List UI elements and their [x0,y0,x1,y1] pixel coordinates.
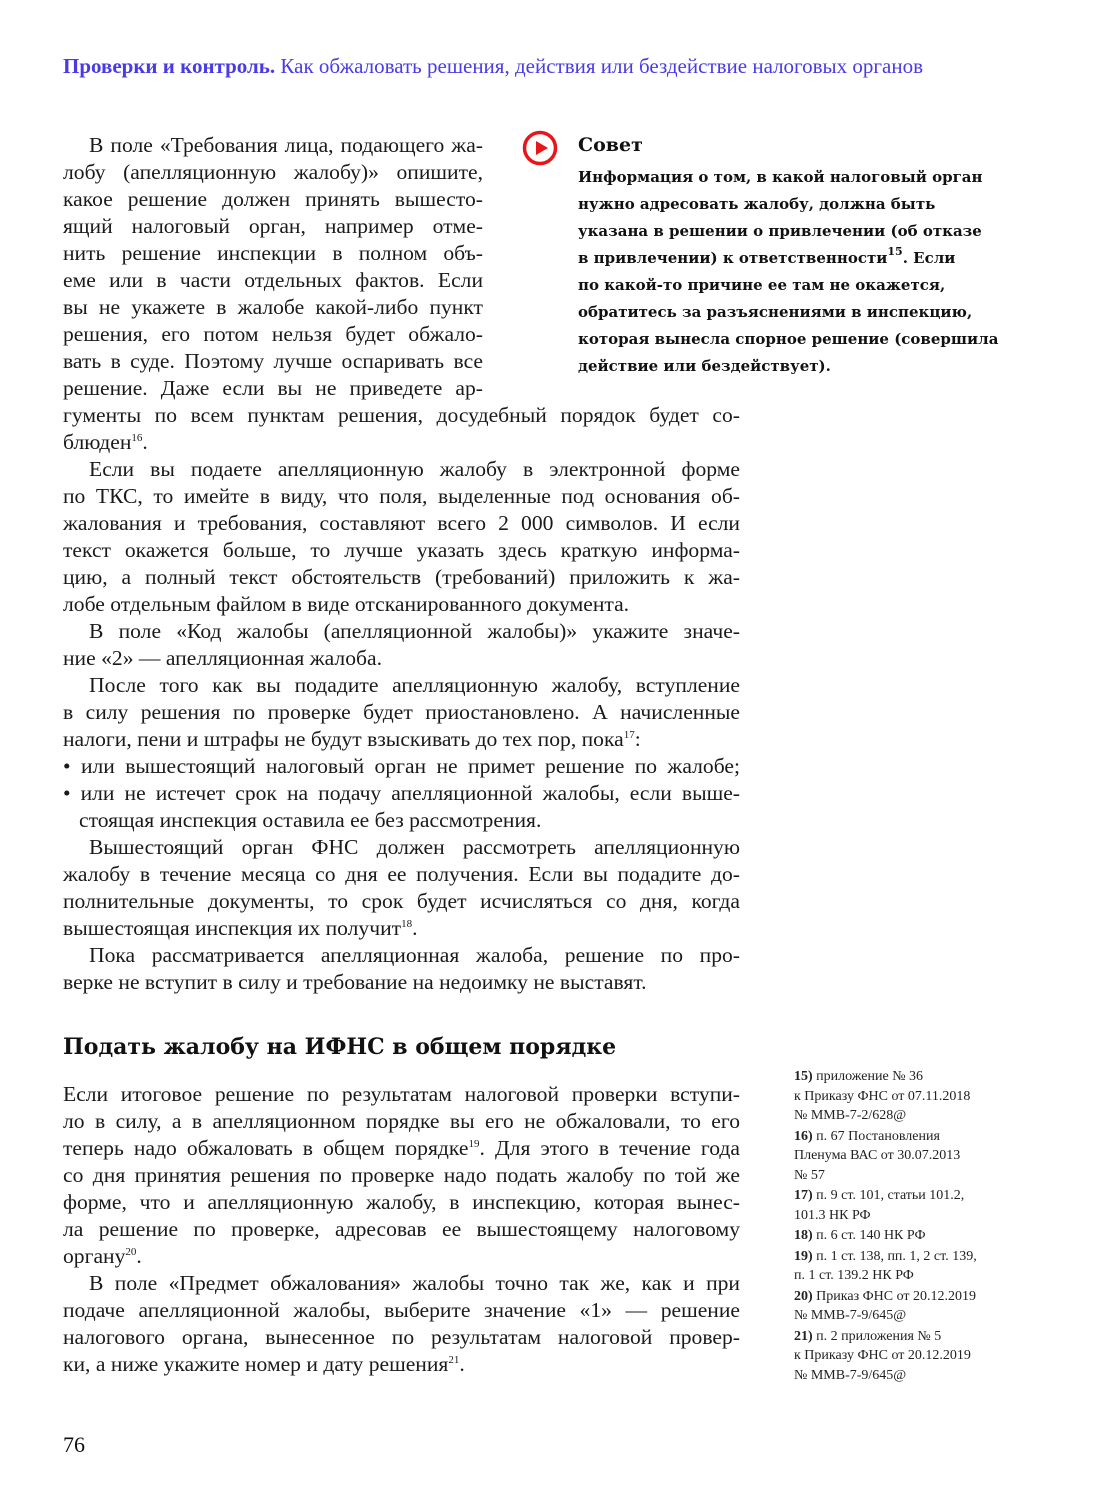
text-line: ла решение по проверке, адресовав ее вышестоящему налоговому [63,1217,740,1241]
footnote-item [794,1247,1034,1286]
footnote-text: п. 1 ст. 139.2 НК РФ [794,1268,914,1283]
text-line-content: блюден [63,430,132,454]
tip-line: обратитесь за разъяснениями в инспекцию, [578,303,973,321]
text-line: В поле «Требования лица, подающего жа- [89,133,483,157]
section-text [63,1081,740,1378]
text-line: Вышестоящий орган ФНС должен рассмотреть апелляционную [89,835,740,859]
footnote-text: п. 2 приложения № 5 [816,1328,942,1344]
text-line: После того как вы подадите апелляционную жалобу, вступление [89,673,740,697]
text-line: лобе отдельным файлом в виде отсканированного документа. [63,592,630,616]
text-line: Пока рассматривается апелляционная жалоба, решение по про- [89,943,740,967]
text-line [63,1135,740,1162]
footnote-text: Приказ ФНС от 20.12.2019 [816,1288,977,1304]
text-line-content: вышестоящая инспекция их получит [63,916,402,940]
footnote-ref[interactable]: 16 [131,432,143,444]
footnotes [794,1067,1034,1386]
tip-line: которая вынесла спорное решение (совершила [578,330,999,348]
text-line: вать в суде. Поэтому лучше оспаривать все [63,349,483,373]
footnote-ref[interactable]: 17 [623,729,635,741]
page-number: 76 [63,1432,85,1457]
tip-body [578,164,1018,380]
footnote-ref[interactable]: 20 [125,1246,137,1258]
text-line: налоги, пени и штрафы не будут взыскивать до тех пор, пока$^{17}$: [63,727,641,751]
text-line: цию, а полный текст обстоятельств (требований) приложить к жа- [63,565,740,589]
footnote-text: п. 9 ст. 101, статьи 101.2, [816,1188,965,1203]
footnote-number: 15) [794,1069,813,1084]
tip-line-text: в привлечении) к ответственности [578,249,888,267]
footnote-text: п. 1 ст. 138, пп. 1, 2 ст. 139, [816,1248,977,1264]
footnote-ref[interactable]: 21 [448,1354,460,1366]
text-line: Если вы подаете апелляционную жалобу в электронной форме [89,457,740,481]
footnote-number: 19) [794,1248,813,1264]
text-line: еме или в части отдельных фактов. Если [63,268,483,292]
footnote-item [794,1287,1034,1326]
text-line: ло в силу, а в апелляционном порядке вы его не обжаловали, то его [63,1109,740,1133]
main-text [63,402,740,996]
play-icon [522,130,558,166]
footnote-text: п. 6 ст. 140 НК РФ [816,1228,926,1243]
text-line: решение. Даже если вы не приведете ар- [63,376,483,400]
text-line-content: органу [63,1244,126,1268]
text-line: В поле «Предмет обжалования» жалобы точно так же, как и при [89,1271,740,1295]
text-line-content: теперь надо обжаловать в общем порядке [63,1136,469,1160]
footnote-item [794,1226,1034,1246]
tip-line: действие или бездействует). [578,357,831,375]
footnote-text: п. 67 Постановления [816,1128,940,1144]
footnote-item [794,1186,1034,1225]
text-line: форме, что и апелляционную жалобу, в инспекцию, которая вынес- [63,1190,740,1214]
text-line: верке не вступит в силу и требование на недоимку не выставят. [63,970,647,994]
text-line: в силу решения по проверке будет приостановлено. А начисленные [63,700,740,724]
footnote-text: № ММВ-7-2/628@ [794,1108,907,1123]
text-line-content: ки, а ниже укажите номер и дату решения [63,1352,449,1376]
text-line: жалования и требования, составляют всего 2 000 символов. И если [63,511,740,535]
bullet-item: • или не истечет срок на подачу апелляционной жалобы, если выше- [63,781,740,805]
text-line: вы не укажете в жалобе какой-либо пункт [63,295,483,319]
paragraph-requirements [63,132,483,402]
footnote-number: 17) [794,1188,813,1203]
footnote-text: приложение № 36 [816,1069,924,1084]
text-line: какое решение должен принять вышесто- [63,187,483,211]
running-head-section: Проверки и контроль. [63,54,276,78]
text-line: полнительные документы, то срок будет исчисляться со дня, когда [63,889,740,913]
text-line: подаче апелляционной жалобы, выберите значение «1» — решение [63,1298,740,1322]
running-head-title: Как обжаловать решения, действия или бездействие налоговых органов [280,54,924,78]
text-line: органу$^{20}$. [63,1244,142,1268]
footnote-text: № ММВ-7-9/645@ [794,1308,907,1323]
footnote-number: 21) [794,1328,813,1344]
text-line: гументы по всем пунктам решения, досудебный порядок будет со- [63,403,740,427]
footnote-text: Пленума ВАС от 30.07.2013 [794,1148,961,1163]
footnote-item [794,1327,1034,1386]
footnote-ref[interactable]: 15 [887,245,903,258]
text-line: В поле «Код жалобы (апелляционной жалобы)» укажите значе- [89,619,740,643]
footnote-ref[interactable]: 19 [468,1138,480,1150]
footnote-text: к Приказу ФНС от 07.11.2018 [794,1088,971,1104]
tip-line: по какой-то причине ее там не окажется, [578,276,946,294]
bullet-item-continuation: стоящая инспекция оставила ее без рассмотрения. [79,808,542,832]
footnote-text: 101.3 НК РФ [794,1207,871,1223]
footnote-text: № 57 [794,1167,825,1183]
footnote-text: к Приказу ФНС от 20.12.2019 [794,1348,971,1363]
tip-line [578,245,1018,272]
footnote-number: 20) [794,1288,813,1304]
text-line: по ТКС, то имейте в виду, что поля, выделенные под основания об- [63,484,740,508]
text-line: со дня принятия решения по проверке надо подать жалобу по той же [63,1163,740,1187]
tip-line: Информация о том, в какой налоговый орган [578,168,983,186]
running-head [63,54,1063,79]
text-line: налогового органа, вынесенное по результатам налоговой провер- [63,1325,740,1349]
text-line: текст окажется больше, то лучше указать здесь краткую информа- [63,538,740,562]
text-line: ки, а ниже укажите номер и дату решения$^{21}$. [63,1352,465,1376]
text-line-tail: . Для этого в течение года [479,1136,740,1160]
footnote-item [794,1067,1034,1126]
footnote-ref[interactable]: 18 [401,918,413,930]
text-line: жалобу в течение месяца со дня ее получения. Если вы подадите до- [63,862,740,886]
text-line: Если итоговое решение по результатам налоговой проверки вступи- [63,1082,740,1106]
text-line: вышестоящая инспекция их получит$^{18}$. [63,916,418,940]
text-line: лобу (апелляционную жалобу)» опишите, [63,160,483,184]
text-line: блюден$^{16}$. [63,430,148,454]
text-line-content: налоги, пени и штрафы не будут взыскивать до тех пор, пока [63,727,624,751]
text-line: решения, его потом нельзя будет обжало- [63,322,483,346]
text-line: ние «2» — апелляционная жалоба. [63,646,382,670]
tip-line: нужно адресовать жалобу, должна быть [578,195,936,213]
tip-line: указана в решении о привлечении (об отказе [578,222,982,240]
bullet-item: • или вышестоящий налоговый орган не примет решение по жалобе; [63,754,740,778]
footnote-text: № ММВ-7-9/645@ [794,1367,907,1383]
footnote-number: 16) [794,1128,813,1144]
tip-title: Совет [578,134,643,156]
text-line: ящий налоговый орган, например отме- [63,214,483,238]
footnote-item [794,1127,1034,1186]
text-line: нить решение инспекции в полном объ- [63,241,483,265]
footnote-number: 18) [794,1228,813,1243]
section-heading: Подать жалобу на ИФНС в общем порядке [63,1034,617,1060]
tip-line-tail: . Если [902,249,956,267]
